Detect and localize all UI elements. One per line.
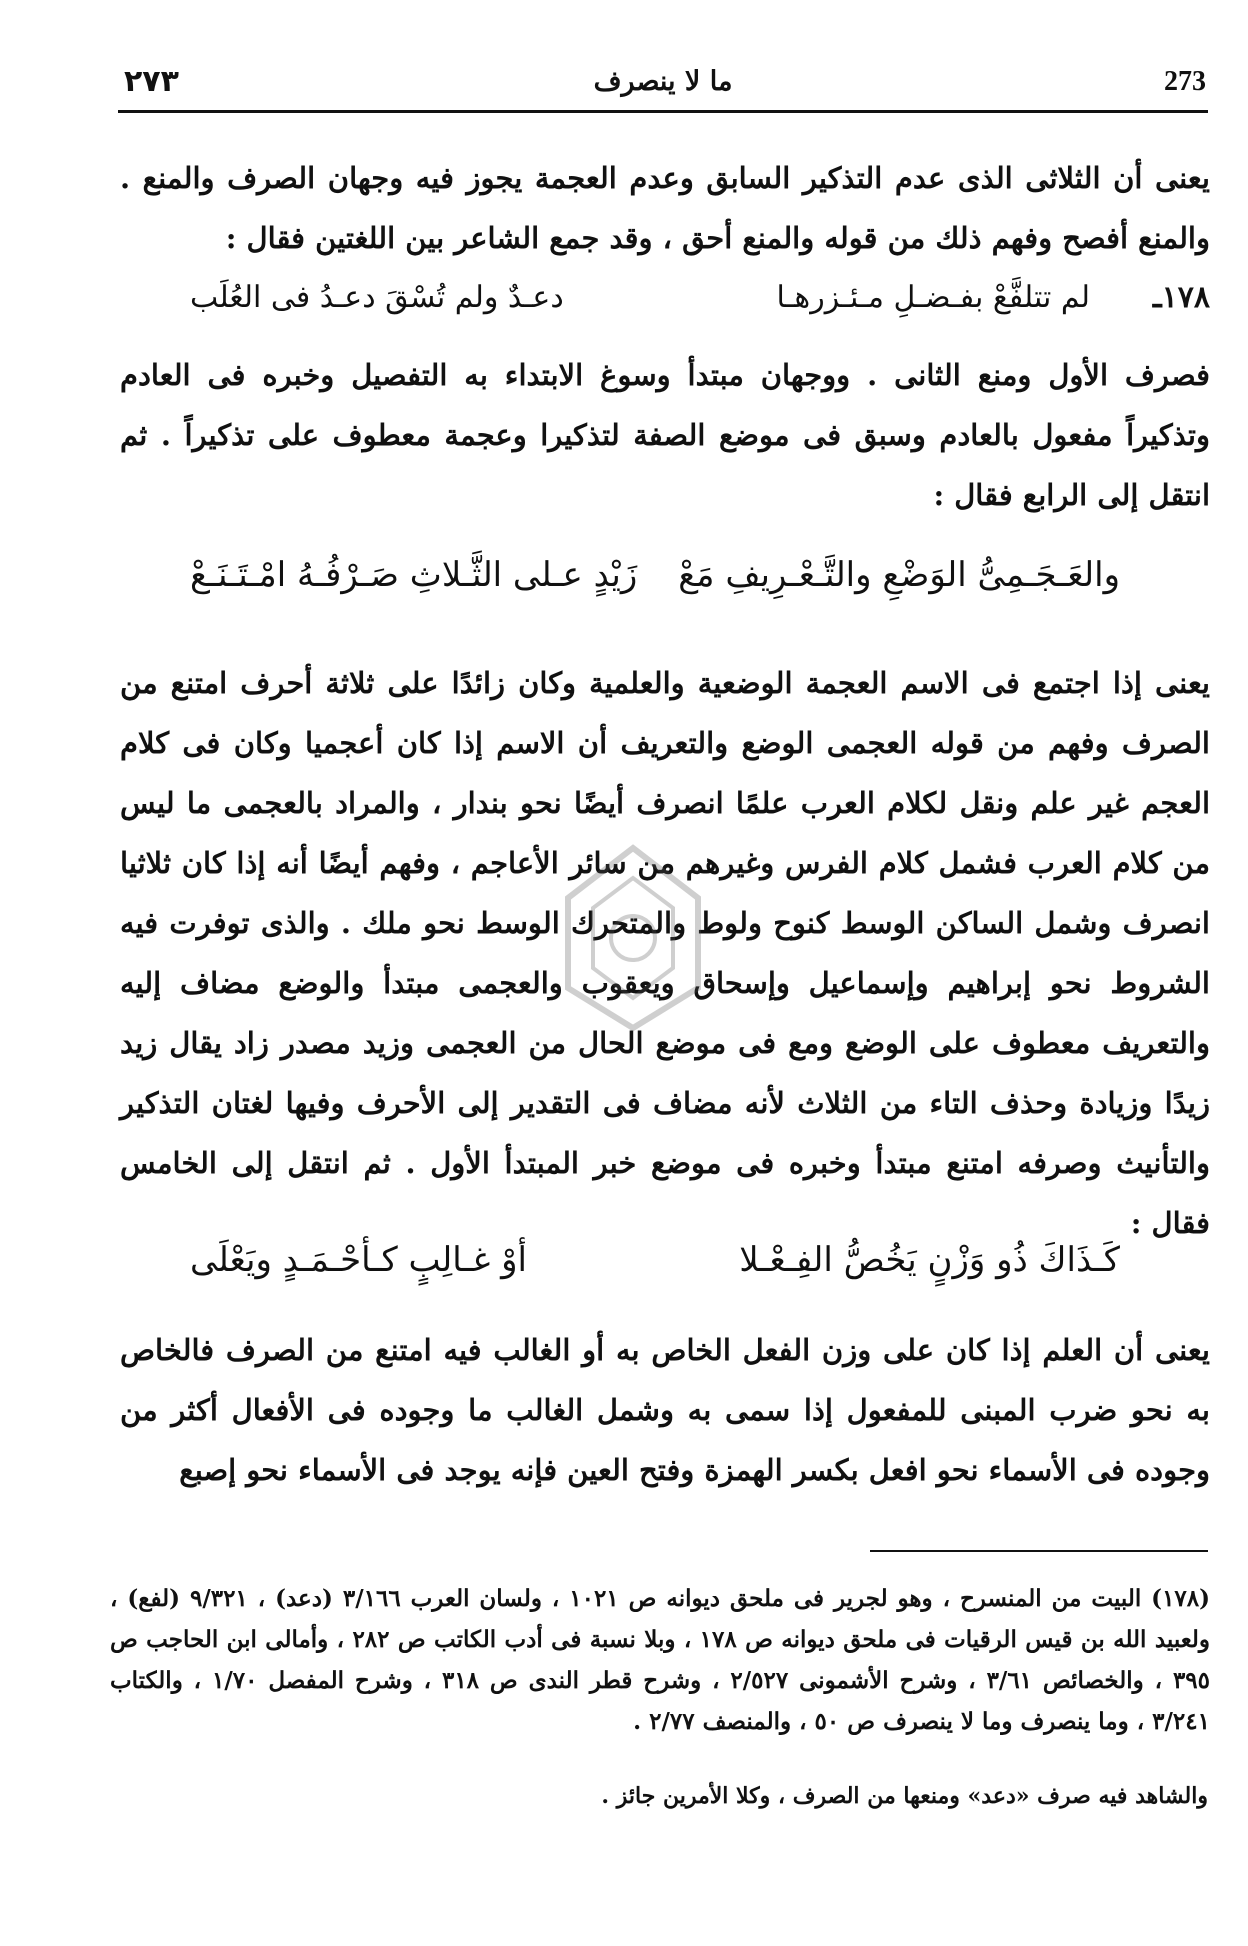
footnote-separator xyxy=(870,1550,1208,1552)
poem-2-hemistich-2: أوْ غـالِبٍ كـأحْـمَـدٍ ويَعْلَى xyxy=(190,1240,527,1280)
paragraph-2: فصرف الأول ومنع الثانى . ووجهان مبتدأ وسوغ الابتداء به التفصيل وخبره فى العادم وتذكيراً مفعول بالعادم وسبق فى موضع الصفة لتذكيرا وعجمة معطوف على تذكيراً . ثم انتقل إلى الرابع فقال : xyxy=(120,358,1210,512)
poem-1-hemistich-1: والعَـجَـمِىُّ الوَضْعِ والتَّـعْـرِيفِ مَعْ xyxy=(678,555,1120,595)
verse-number: ١٧٨ـ xyxy=(1152,280,1210,315)
verse-hemistich-1: لم تتلفَّعْ بفـضـلِ مـئـزرهـا xyxy=(776,280,1090,315)
paragraph-4: يعنى أن العلم إذا كان على وزن الفعل الخاص به أو الغالب فيه امتنع من الصرف فالخاص به نحو ضرب المبنى للمفعول إذا سمى به وشمل الغالب ما وجوده فى الأفعال أكثر من وجوده فى الأسماء نحو افعل بكسر الهمزة وفتح العين فإنه يوجد فى الأسماء نحو إصبع xyxy=(120,1333,1210,1487)
verse-hemistich-2: دعـدٌ ولم تُسْقَ دعـدُ فى العُلَب xyxy=(190,280,564,315)
footnote-178: (١٧٨) البيت من المنسرح ، وهو لجرير فى ملحق ديوانه ص ١٠٢١ ، ولسان العرب ٣/١٦٦ (دعد) ، ٩/٣٢١ (لفع) ، ولعبيد الله بن قيس الرقيات فى ملحق ديوانه ص ١٧٨ ، وبلا نسبة فى أدب الكاتب ص ٢٨٢ ، وأمالى ابن الحاجب ص ٣٩٥ ، والخصائص ٣/٦١ ، وشرح الأشمونى ٢/٥٢٧ ، وشرح قطر الندى ص ٣١٨ ، وشرح المفصل ١/٧٠ ، والكتاب ٣/٢٤١ ، وما ينصرف وما لا ينصرف ص ٥٠ ، والمنصف ٢/٧٧ . xyxy=(110,1585,1211,1735)
verse-178 xyxy=(160,280,1210,340)
page-header xyxy=(118,58,1208,113)
page-number-arabic: ٢٧٣ xyxy=(124,64,179,99)
footnote-witness: والشاهد فيه صرف «دعد» ومنعها من الصرف ، وكلا الأمرين جائز . xyxy=(601,1783,1208,1809)
poem-1-hemistich-2: زَيْدٍ عـلى الثَّـلاثِ صَـرْفُـهُ امْـتَـنَـعْ xyxy=(190,555,638,595)
poem-2-hemistich-1: كَـذَاكَ ذُو وَزْنٍ يَخُصُّ الفِـعْـلا xyxy=(739,1240,1120,1280)
paragraph-3: يعنى إذا اجتمع فى الاسم العجمة الوضعية والعلمية وكان زائدًا على ثلاثة أحرف امتنع من الصرف وفهم من قوله العجمى الوضع والتعريف أن الاسم إذا كان أعجميا وكان فى كلام العجم غير علم ونقل لكلام العرب علمًا انصرف أيضًا نحو بندار ، والمراد بالعجمى ما ليس من كلام العرب فشمل كلام الفرس وغيرهم من سائر الأعاجم ، وفهم أيضًا أنه إذا كان ثلاثيا انصرف وشمل الساكن الوسط كنوح ولوط والمتحرك الوسط نحو ملك . والذى توفرت فيه الشروط نحو إبراهيم وإسماعيل وإسحاق ويعقوب والعجمى مبتدأ والوضع مضاف إليه والتعريف معطوف على الوضع ومع فى موضع الحال من العجمى وزيد مصدر زاد يقال زيد زيدًا وزيادة وحذف التاء من الثلاث لأنه مضاف فى التقدير إلى الأحرف وفيها لغتان التذكير والتأنيث وصرفه امتنع مبتدأ وخبره فى موضع خبر المبتدأ الأول . ثم انتقل إلى الخامس فقال : xyxy=(120,666,1210,1240)
library-stamp-watermark xyxy=(548,838,718,1038)
running-title: ما لا ينصرف xyxy=(593,66,733,97)
poem-line-1 xyxy=(150,555,1200,619)
page-number-latin: 273 xyxy=(1164,66,1206,97)
poem-line-2 xyxy=(150,1240,1200,1304)
paragraph-1: يعنى أن الثلاثى الذى عدم التذكير السابق وعدم العجمة يجوز فيه وجهان الصرف والمنع . والمنع أفصح وفهم ذلك من قوله والمنع أحق ، وقد جمع الشاعر بين اللغتين فقال : xyxy=(120,161,1210,255)
